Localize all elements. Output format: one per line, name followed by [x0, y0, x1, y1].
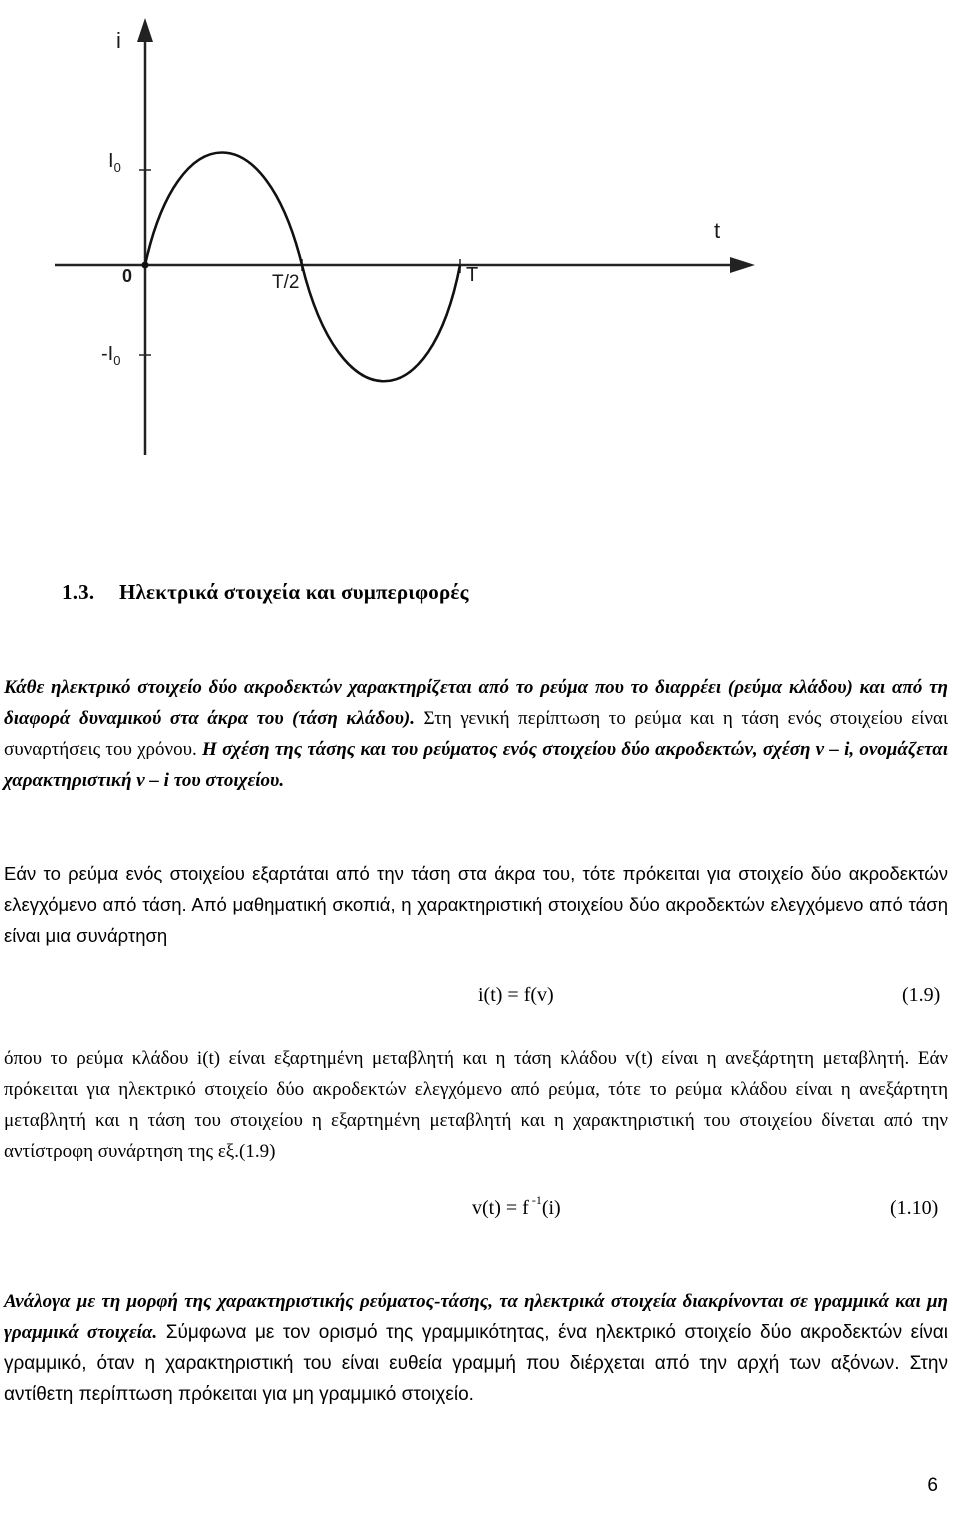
origin-label: 0 — [122, 266, 133, 286]
y-axis-arrow-icon — [137, 18, 153, 42]
p2-text: Εάν το ρεύμα ενός στοιχείου εξαρτάται από την τάση στα άκρα του, τότε πρόκειται για στοιχείο δύο ακροδεκτών ελεγχόμενο από τάση. Από μαθηματική σκοπιά, η χαρακτηριστική στοιχείου δύο ακροδεκτών ελεγχόμενο από τάση είναι μια συνάρτηση — [4, 863, 948, 946]
section-number: 1.3. — [62, 580, 95, 604]
peak-label: $I_0$ — [108, 150, 121, 175]
x-axis-label: t — [714, 218, 721, 243]
equation-1-10-number: (1.10) — [890, 1197, 939, 1219]
equation-1-10 — [472, 1193, 561, 1220]
p4-bold-intro: Ανάλογα με τη μορφή της χαρακτηριστικής ρεύματος-τάσης, τα ηλεκτρικά στοιχεία διακρίνονται σε γραμμικά και μη γραμμικά στοιχεία. — [4, 1291, 948, 1343]
p1-bold-definition: Η σχέση της τάσης και του ρεύματος ενός στοιχείου δύο ακροδεκτών, σχέση v – i, ονομάζεται χαρακτηριστική v – i του στοιχείου. — [4, 739, 948, 791]
equation-1-9: i(t) = f(v) — [478, 984, 554, 1006]
section-heading — [62, 580, 469, 605]
paragraph-2 — [4, 858, 948, 951]
equation-1-9-number: (1.9) — [902, 984, 941, 1006]
paragraph-4 — [4, 1286, 948, 1410]
p1-plain: Στη γενική περίπτωση το ρεύμα και η τάση ενός στοιχείου είναι συναρτήσεις του χρόνου. — [4, 708, 948, 760]
y-axis-label: i — [116, 28, 121, 53]
paragraph-3 — [4, 1043, 948, 1167]
p4-plain: Σύμφωνα με τον ορισμό της γραμμικότητας, ένα ηλεκτρικό στοιχείο δύο ακροδεκτών είναι γραμμικό, όταν η χαρακτηριστική του είναι ευθεία γραμμή που διέρχεται από την αρχή των αξόνων. Στην αντίθετη περίπτωση πρόκειται για μη γραμμικό στοιχείο. — [4, 1322, 948, 1405]
x-axis-arrow-icon — [730, 257, 755, 273]
half-period-label: T/2 — [272, 272, 300, 293]
origin-point — [142, 262, 149, 269]
page-number: 6 — [927, 1475, 938, 1496]
sine-wave-figure — [0, 0, 960, 470]
eq2-left: v(t) = f — [472, 1197, 529, 1219]
period-label: T — [466, 264, 479, 286]
neg-peak-label: $-I_0$ — [101, 343, 121, 368]
eq2-superscript: -1 — [528, 1193, 542, 1208]
p3-text: όπου το ρεύμα κλάδου i(t) είναι εξαρτημένη μεταβλητή και η τάση κλάδου v(t) είναι η ανεξάρτητη μεταβλητή. Εάν πρόκειται για ηλεκτρικό στοιχείο δύο ακροδεκτών ελεγχόμενο από ρεύμα, τότε το ρεύμα κλάδου είναι η ανεξάρτητη μεταβλητή και η τάση του στοιχείου η εξαρτημένη μεταβλητή και η χαρακτηριστική του στοιχείου δίνεται από την αντίστροφη συνάρτηση της εξ.(1.9) — [4, 1048, 948, 1162]
sine-curve — [145, 153, 460, 382]
section-title: Ηλεκτρικά στοιχεία και συμπεριφορές — [119, 580, 469, 604]
eq2-right: (i) — [541, 1197, 561, 1219]
paragraph-1 — [4, 672, 948, 796]
p1-bold-intro: Κάθε ηλεκτρικό στοιχείο δύο ακροδεκτών χαρακτηρίζεται από το ρεύμα που το διαρρέει (ρεύμα κλάδου) και από τη διαφορά δυναμικού στα άκρα του (τάση κλάδου). — [4, 677, 948, 729]
